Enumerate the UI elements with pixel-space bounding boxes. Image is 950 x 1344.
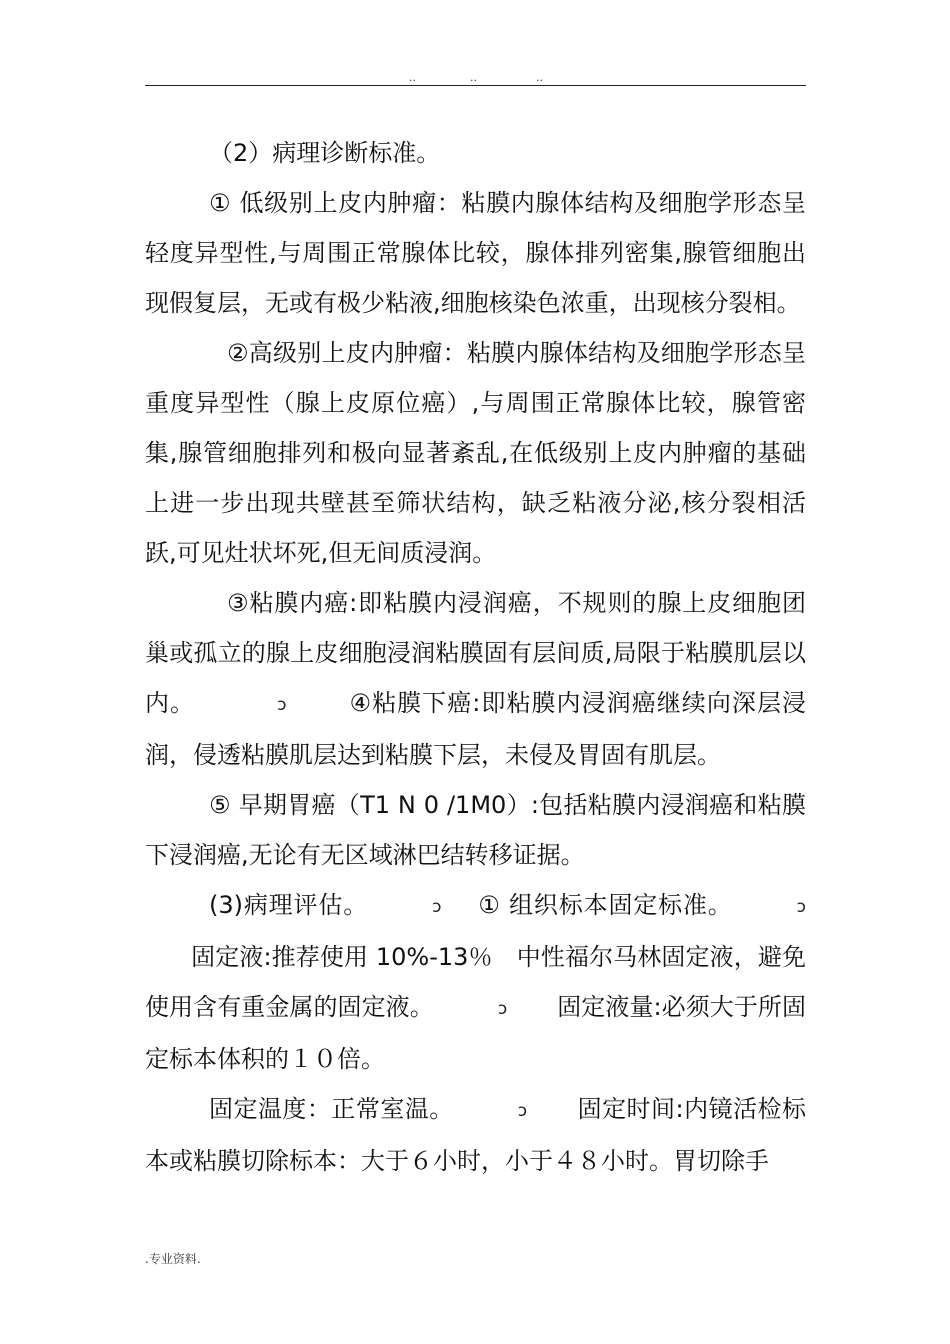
document-body: [145, 128, 806, 1186]
paragraph-text: 固定液:推荐使用 10%-13％ 中性福尔马林固定液，避免使用含有重金属的固定液。: [145, 943, 806, 1021]
paragraph: [145, 1084, 806, 1186]
paragraph-text: 固定温度：正常室温。: [209, 1095, 454, 1123]
paragraph-text: ④粘膜下癌:即粘膜内浸润癌继续向深层浸润，侵透粘膜肌层达到粘膜下层，未侵及胃固有肌层。: [145, 689, 807, 769]
paragraph-text: ① 低级别上皮内肿瘤：粘膜内腺体结构及细胞学形态呈轻度异型性,与周围正常腺体比较，腺体排列密集,腺管细胞出现假复层，无或有极少粘液,细胞核染色浓重，出现核分裂相。: [145, 189, 806, 317]
return-arrow-icon: ↄ: [432, 897, 442, 917]
paragraph-text: 固定液量:必须大于所固定标本体积的１０倍。: [145, 993, 807, 1073]
return-arrow-icon: ↄ: [796, 897, 806, 917]
paragraph-text: ⑤ 早期胃癌（T1 N 0 /1M0）:包括粘膜内浸润癌和粘膜下浸润癌,无论有无区域淋巴结转移证据。: [145, 791, 806, 869]
footer-label: .专业资料.: [145, 1252, 201, 1266]
header-mark: ..: [409, 71, 416, 84]
header-mark: ..: [470, 71, 477, 84]
return-arrow-icon: ↄ: [277, 695, 287, 715]
paragraph-text: 固定时间:内镜活检标本或粘膜切除标本：大于６小时，小于４８小时。胃切除手: [145, 1095, 806, 1175]
paragraph: [145, 880, 806, 1084]
header-mark: ..: [536, 71, 543, 84]
paragraph-text: （2）病理诊断标准。: [209, 139, 441, 167]
paragraph-text: ① 组织标本固定标准。: [477, 891, 733, 919]
paragraph: [145, 178, 806, 328]
paragraph-text: ②高级别上皮内肿瘤：粘膜内腺体结构及细胞学形态呈重度异型性（腺上皮原位癌）,与周围正常腺体比较，腺管密集,腺管细胞排列和极向显著紊乱,在低级别上皮内肿瘤的基础上进一步出现共壁甚至筛状结构，缺乏粘液分泌,核分裂相活跃,可见灶状坏死,但无间质浸润。: [145, 339, 806, 567]
return-arrow-icon: ↄ: [517, 1101, 528, 1121]
return-arrow-icon: ↄ: [497, 999, 508, 1019]
paragraph: [145, 780, 806, 880]
paragraph-text: ③粘膜内癌:即粘膜内浸润癌，不规则的腺上皮细胞团巢或孤立的腺上皮细胞浸润粘膜固有层间质,局限于粘膜肌层以内。: [145, 589, 806, 717]
paragraph-text: (3)病理评估。: [209, 891, 369, 919]
paragraph: [145, 578, 806, 780]
header-divider: [145, 85, 806, 86]
paragraph: [145, 328, 806, 578]
paragraph: [145, 128, 806, 178]
